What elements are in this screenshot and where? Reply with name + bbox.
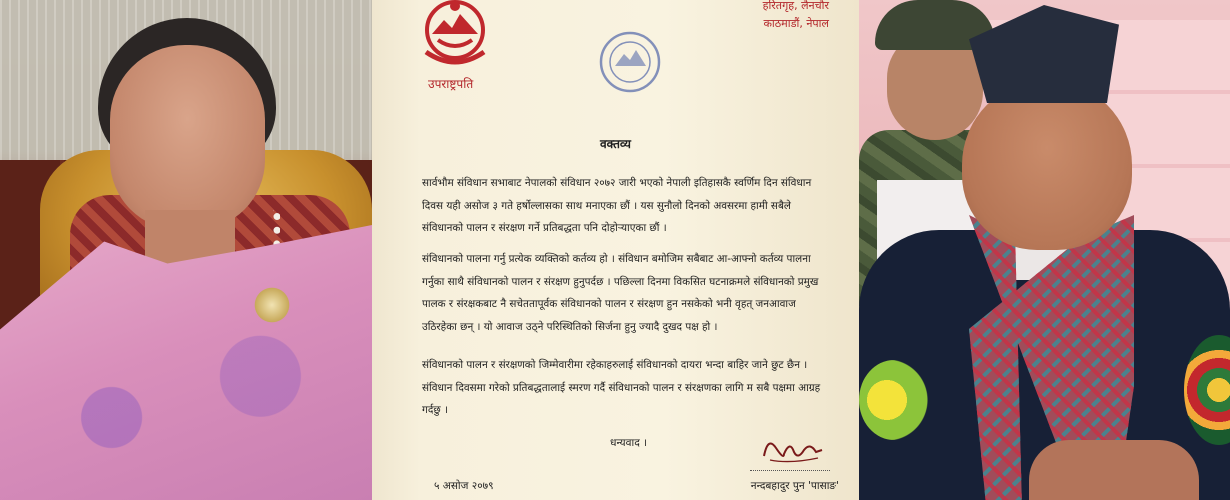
letter-date: ५ असोज २०७९ — [434, 480, 494, 492]
paragraph-1: सार्वभौम संविधान सभाबाट नेपालको संविधान २०७२ जारी भएको नेपाली इतिहासकै स्वर्णिम दिन संविधान दिवस यही असोज ३ गते हर्षोल्लासका साथ मनाएका छौं । यस सुनौलो दिनको अवसरमा हामी सबैले संविधानको पालन र संरक्षण गर्ने प्रतिबद्धता पनि दोहोऱ्याएका छौं । — [422, 177, 812, 234]
man-face — [962, 80, 1132, 250]
signature-line — [750, 470, 830, 471]
handwritten-signature — [760, 430, 824, 470]
address-line-1: हरितगृह, लैनचौर — [762, 0, 829, 12]
signer-name: नन्दबहादुर पुन 'पासाङ' — [750, 480, 839, 492]
closing-text: धन्यवाद । — [610, 437, 648, 449]
yellow-flower — [859, 360, 929, 440]
letter-heading: वक्तव्य — [599, 137, 631, 151]
left-portrait-photo — [0, 0, 372, 500]
statement-letter — [372, 0, 859, 500]
national-emblem-icon — [418, 0, 492, 68]
address-line-2: काठमाडौं, नेपाल — [763, 17, 829, 30]
paragraph-3: संविधानको पालन र संरक्षणको जिम्मेवारीमा रहेकाहरुलाई संविधानको दायरा भन्दा बाहिर जाने छुट छैन । संविधान दिवसमा गरेको प्रतिबद्धतालाई स्मरण गर्दै संविधानको पालन र संरक्षणका लागि म सबै पक्षमा आग्रह गर्दछु । — [422, 359, 821, 416]
woman-face — [110, 45, 265, 230]
clasped-hands — [1029, 440, 1199, 500]
right-portrait-photo — [859, 0, 1230, 500]
paragraph-2: संविधानको पालना गर्नु प्रत्येक व्यक्तिको कर्तव्य हो । संविधान बमोजिम सबैबाट आ-आफ्नो कर्तव्य पालना गर्नुका साथै संविधानको पालन र संरक्षण हुनुपर्दछ । पछिल्ला दिनमा विकसित घटनाक्रमले संविधानको प्रमुख पालक र संरक्षकबाट नै सचेततापूर्वक संविधानको पालन र संरक्षण हुन नसकेको भनी वृहत् जनआवाज उठिरहेका छन् । यो आवाज उठ्ने परिस्थितिको सिर्जना हुनु ज्यादै दुखद पक्ष हो । — [422, 253, 819, 333]
brooch — [252, 285, 292, 325]
office-label: उपराष्ट्रपति — [428, 77, 474, 91]
official-stamp-icon — [598, 30, 662, 94]
